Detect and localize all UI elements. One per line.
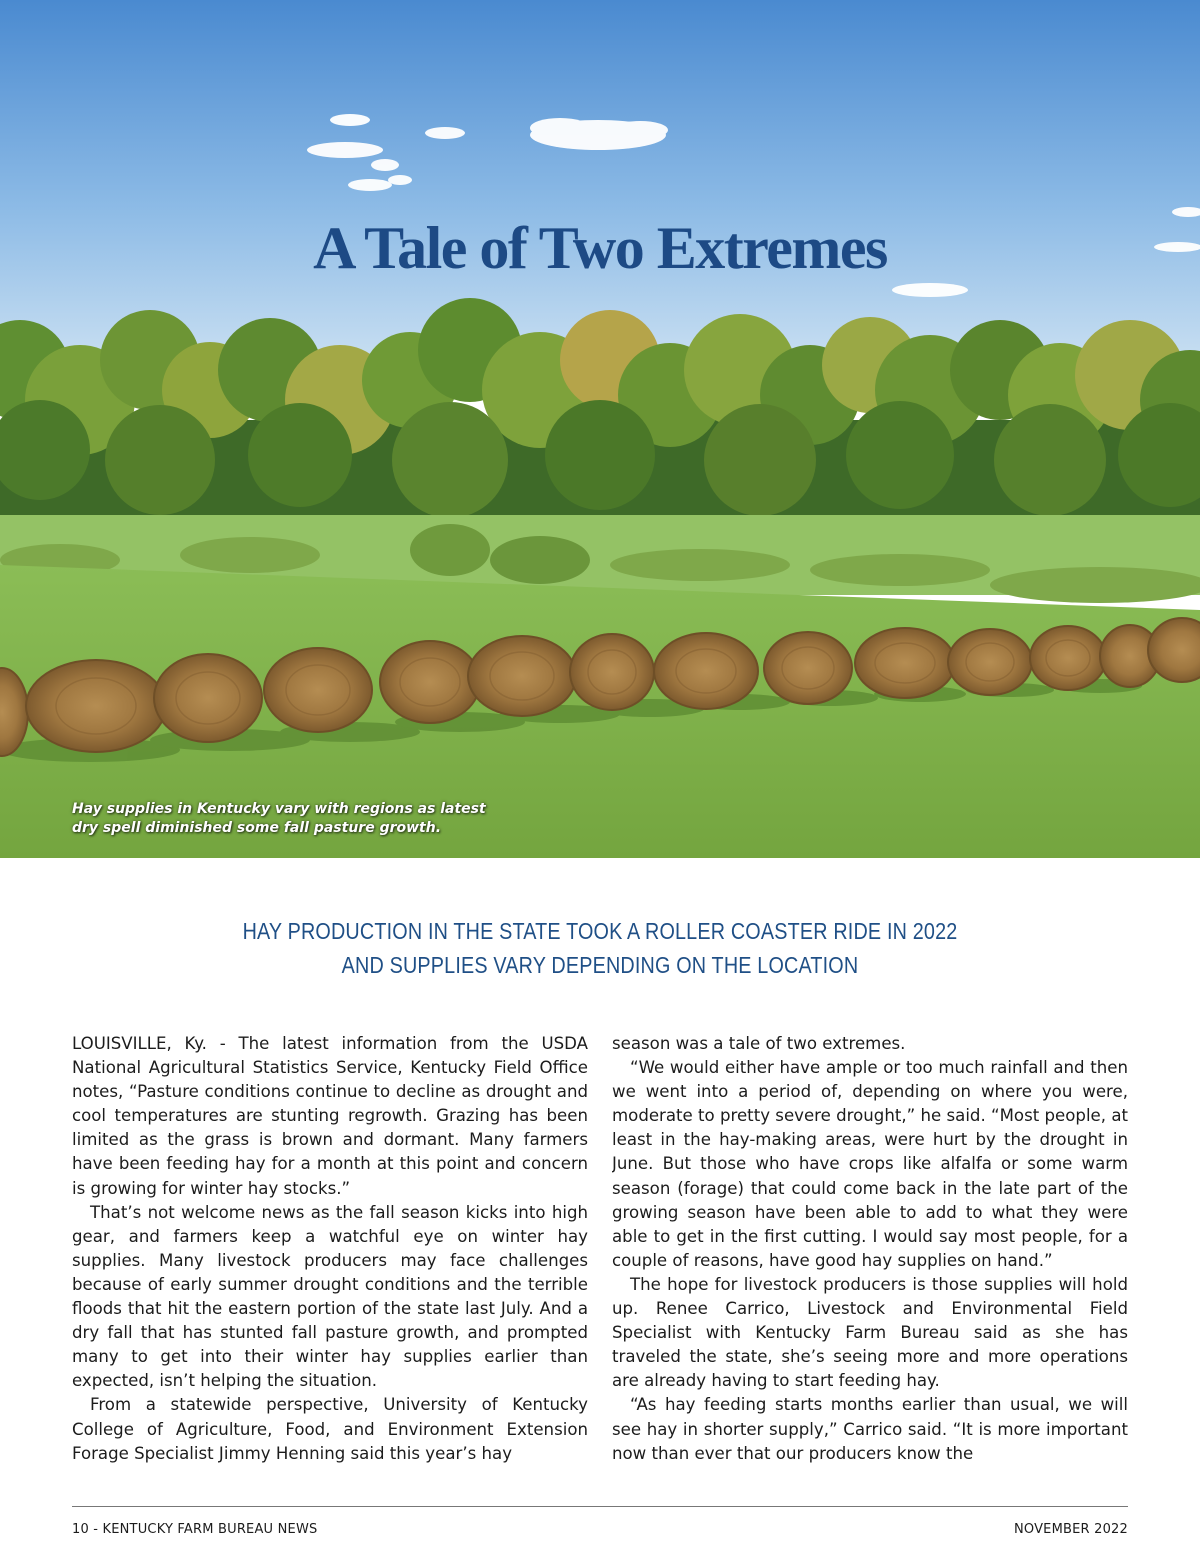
- body-paragraph: The hope for livestock producers is those supplies will hold up. Renee Carrico, Livestock and Environmental Field Specialist with Kentucky Farm Bureau said as she has traveled the state, she’s seeing more and more operations are already having to start feeding hay.: [612, 1274, 1128, 1391]
- body-paragraph: “As hay feeding starts months earlier than usual, we will see hay in shorter supply,” Carrico said. “It is more important now than ever that our producers know the: [612, 1395, 1128, 1463]
- body-paragraph: season was a tale of two extremes.: [612, 1034, 906, 1053]
- subheadline-line: AND SUPPLIES VARY DEPENDING ON THE LOCATION: [341, 952, 859, 978]
- body-paragraph: That’s not welcome news as the fall season kicks into high gear, and farmers keep a watchful eye on winter hay supplies. Many livestock producers may face challenges because of early summer drought conditions and the terrible floods that hit the eastern portion of the state last July. And a dry fall that has stunted fall pasture growth, and prompted many to get into their winter hay supplies earlier than expected, isn’t helping the situation.: [72, 1202, 588, 1391]
- footer-date: NOVEMBER 2022: [1013, 1522, 1128, 1537]
- body-paragraph: LOUISVILLE, Ky. - The latest information from the USDA National Agricultural Statistics Service, Kentucky Field Office notes, “Pasture conditions continue to decline as drought and cool temperatures are stunting regrowth. Grazing has been limited as the grass is brown and dormant. Many farmers have been feeding hay for a month at this point and concern is growing for winter hay stocks.”: [72, 1034, 588, 1198]
- body-column-left: [72, 1032, 588, 1502]
- photo-caption: Hay supplies in Kentucky vary with regions as latest dry spell diminished some fall pasture growth.: [72, 801, 486, 836]
- footer-publication: 10 - KENTUCKY FARM BUREAU NEWS: [72, 1522, 318, 1537]
- tree-line: [0, 298, 1200, 530]
- subheadline-line: HAY PRODUCTION IN THE STATE TOOK A ROLLER COASTER RIDE IN 2022: [242, 918, 958, 944]
- body-paragraph: From a statewide perspective, University of Kentucky College of Agriculture, Food, and Environment Extension Forage Specialist Jimmy Henning said this year’s hay: [72, 1395, 588, 1463]
- body-paragraph: “We would either have ample or too much rainfall and then we went into a period of, depending on where you were, moderate to pretty severe drought,” he said. “Most people, at least in the hay-making areas, were hurt by the drought in June. But those who have crops like alfalfa or some warm season (forage) that could come back in the late part of the growing season have been able to add to what they were able to get in the first cutting. I would say most people, for a couple of reasons, have good hay supplies on hand.”: [612, 1058, 1128, 1270]
- body-column-right: [612, 1032, 1128, 1502]
- article-title: A Tale of Two Extremes: [313, 215, 887, 281]
- subheadline: [84, 914, 1116, 982]
- footer-divider: [72, 1506, 1128, 1507]
